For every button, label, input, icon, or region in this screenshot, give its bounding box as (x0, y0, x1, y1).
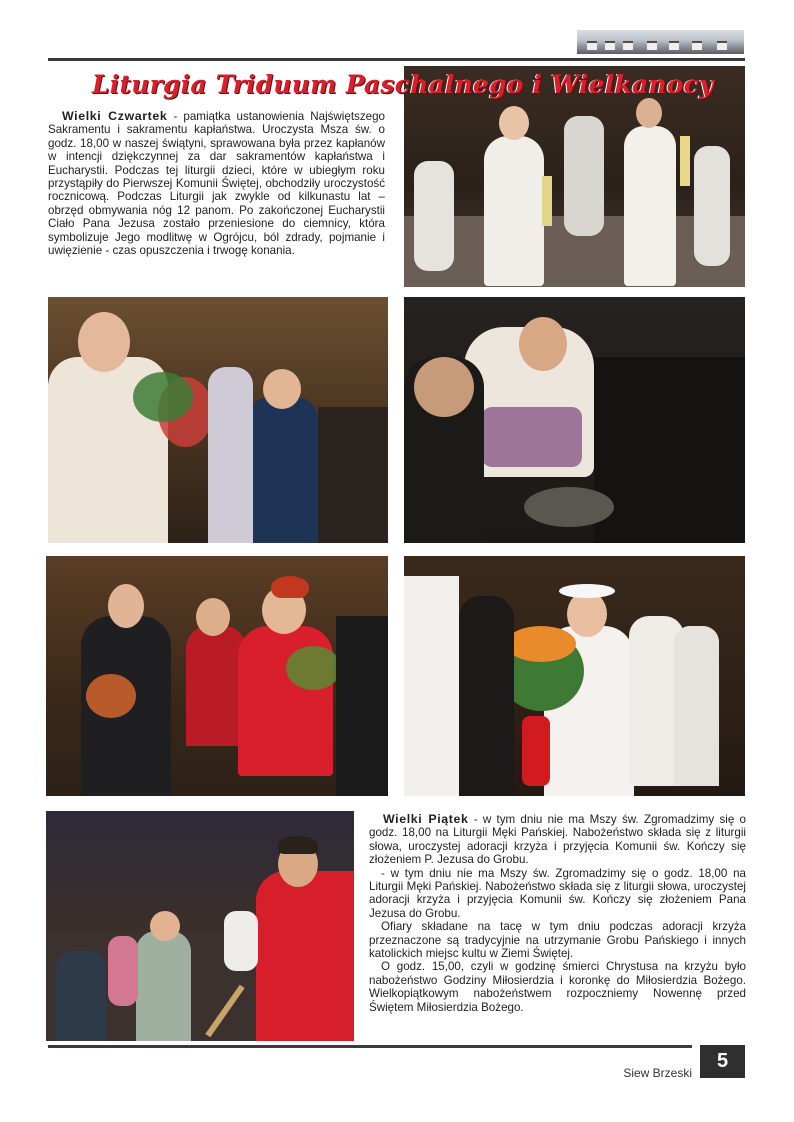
page-number: 5 (700, 1045, 745, 1078)
article-title: Liturgia Triduum Paschalnego i Wielkanocy (92, 70, 714, 99)
bottom-rule (48, 1045, 692, 1048)
good-friday-paragraph-4: O godz. 15,00, czyli w godzinę śmierci Chrystusa na krzyżu było nabożeństwo Godziny Miłosierdzia i koronkę do Miłosierdzia Bożego. Wielkopiątkowym nabożeństwem rozpoczniemy Nowennę przed Świętem Miłosierdzia Bożego. (369, 960, 746, 1014)
holy-thursday-text (48, 110, 385, 257)
photo-girl-with-bouquet (404, 556, 745, 796)
holy-thursday-heading: Wielki Czwartek (62, 109, 168, 123)
good-friday-heading: Wielki Piątek (383, 812, 469, 826)
header-village-image (577, 30, 744, 54)
good-friday-paragraph-3: Ofiary składane na tacę w tym dniu podczas adoracji krzyża przeznaczone są tradycyjnie na utrzymanie Grobu Pańskiego i innych katolickich miejsc kultu w Ziemi Świętej. (369, 920, 746, 961)
good-friday-text (369, 813, 746, 1014)
photo-congregation-with-cross (46, 811, 354, 1041)
holy-thursday-body: - pamiątka ustanowienia Najświętszego Sakramentu i sakramentu kapłaństwa. Uroczysta Msza św. o godz. 18,00 w naszej świątyni, sprawowana była przez kapłanów w intencji dziękczynnej za dar sakramentów kapłaństwa i Eucharystii. Podczas tej liturgii dzieci, które w ubiegłym roku przystąpiły do Pierwszej Komunii Świętej, obchodziły uroczystość rocznicową. Podczas Liturgii jak zwykle od kilkunastu lat – obrzęd obmywania nóg 12 panom. Po zakończonej Eucharystii Ciało Pana Jezusa zostało przeniesione do ciemnicy, która symbolizuje Jego modlitwę w Ogrójcu, ból zdrady, pojmanie i uwięzienie - czas opuszczenia i trwogę konania. (48, 110, 385, 258)
publication-name: Siew Brzeski (623, 1066, 692, 1080)
photo-priest-receiving-flowers (48, 297, 388, 543)
top-rule (48, 58, 745, 61)
photo-parishioners-with-flowers (46, 556, 388, 796)
good-friday-paragraph-2: - w tym dniu nie ma Mszy św. Zgromadzimy się o godz. 18,00 na Liturgii Męki Pańskiej. Nabożeństwo składa się z liturgii słowa, uroczystej adoracji krzyża i przyjęcia Komunii św. Kończy się złożeniem Pana Jezusa do Grobu. (369, 866, 746, 920)
photo-washing-of-feet (404, 297, 745, 543)
good-friday-paragraph-1: - w tym dniu nie ma Mszy św. Zgromadzimy się o godz. 18,00 na Liturgii Męki Pańskiej. Nabożeństwo składa się z liturgii słowa, uroczystej adoracji krzyża i przyjęcia Komunii św. Kończy się złożeniem P. Jezusa do Grobu. (369, 813, 746, 867)
